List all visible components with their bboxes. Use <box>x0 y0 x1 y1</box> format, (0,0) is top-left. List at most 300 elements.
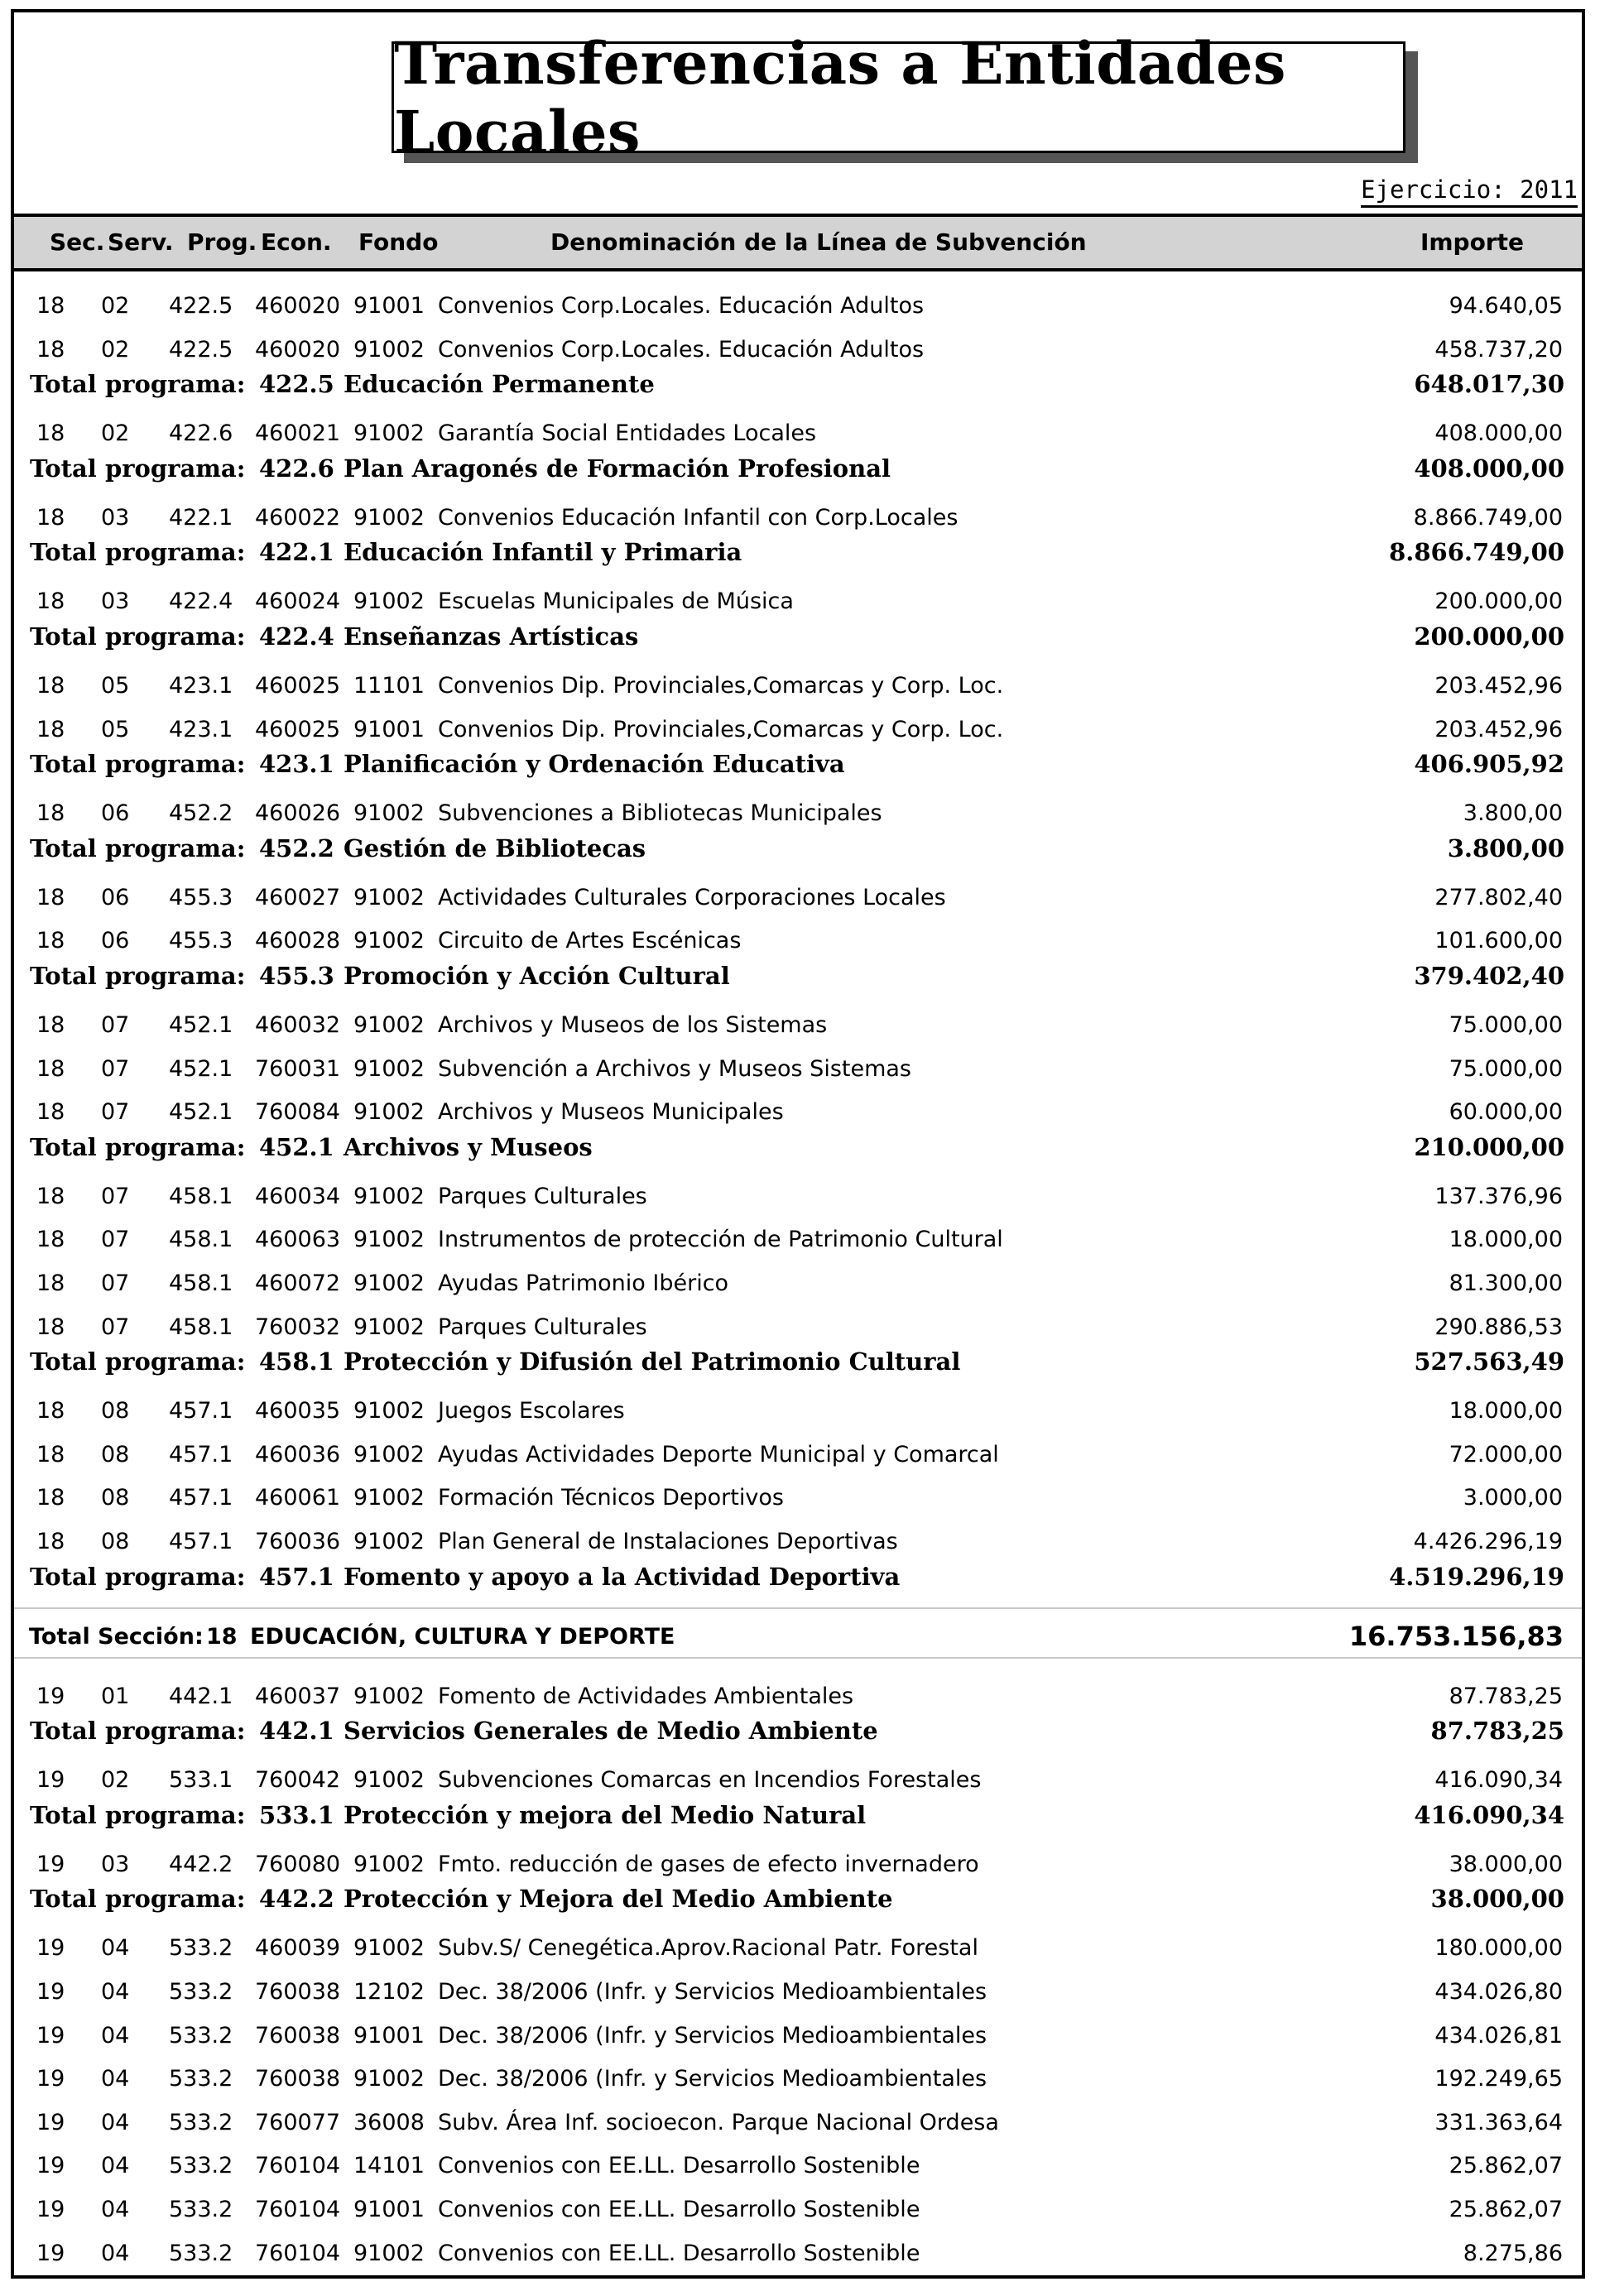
denominacion-cell: Subv.S/ Cenegética.Aprov.Racional Patr. Forestal <box>438 1935 978 1962</box>
prog-cell: 457.1 <box>169 1485 233 1511</box>
programa-label: programa: <box>105 1717 246 1746</box>
importe-cell: 8.275,86 <box>1463 2240 1563 2266</box>
table-row <box>14 2192 1582 2225</box>
program-total-row <box>14 747 1582 781</box>
importe-cell: 75.000,00 <box>1449 1012 1563 1038</box>
serv-cell: 04 <box>101 2022 130 2049</box>
econ-cell: 460022 <box>255 504 341 531</box>
importe-cell: 72.000,00 <box>1449 1441 1563 1467</box>
denominacion-cell: Dec. 38/2006 (Infr. y Servicios Medioambientales <box>438 2022 987 2049</box>
econ-cell: 460032 <box>255 1012 341 1038</box>
prog-cell: 423.1 <box>169 716 233 742</box>
total-label: Total <box>30 370 97 399</box>
econ-cell: 460036 <box>255 1441 341 1467</box>
prog-cell: 452.1 <box>169 1099 233 1126</box>
program-name: Educación Infantil y Primaria <box>344 538 742 567</box>
fondo-cell: 91002 <box>353 588 425 615</box>
total-label: Total <box>30 1347 97 1376</box>
denominacion-cell: Convenios con EE.LL. Desarrollo Sostenible <box>438 2197 920 2222</box>
fondo-cell: 91002 <box>353 1099 425 1126</box>
sec-cell: 18 <box>36 1055 65 1082</box>
serv-cell: 06 <box>101 928 130 954</box>
denominacion-cell: Convenios Corp.Locales. Educación Adultos <box>438 336 925 363</box>
fondo-cell: 91002 <box>353 420 425 447</box>
econ-cell: 760104 <box>255 2197 341 2222</box>
fondo-cell: 91002 <box>353 2240 425 2266</box>
fondo-cell: 91002 <box>353 1441 425 1467</box>
table-row <box>14 584 1582 617</box>
programa-label: programa: <box>105 750 246 779</box>
col-denominacion-header: Denominación de la Línea de Subvención <box>550 228 1087 256</box>
program-code: 423.1 <box>259 750 334 779</box>
econ-cell: 760038 <box>255 2066 341 2092</box>
table-row <box>14 1007 1582 1040</box>
importe-cell: 101.600,00 <box>1434 928 1563 954</box>
program-total-row <box>14 451 1582 486</box>
importe-cell: 203.452,96 <box>1434 716 1563 742</box>
denominacion-cell: Convenios Dip. Provinciales,Comarcas y Corp. Loc. <box>438 673 1004 699</box>
fondo-cell: 91002 <box>353 1012 425 1038</box>
denominacion-cell: Juegos Escolares <box>438 1398 625 1424</box>
prog-cell: 452.1 <box>169 1012 233 1038</box>
program-code: 458.1 <box>259 1347 334 1376</box>
denominacion-cell: Convenios con EE.LL. Desarrollo Sostenible <box>438 2153 920 2179</box>
serv-cell: 05 <box>101 716 130 742</box>
prog-cell: 457.1 <box>169 1441 233 1467</box>
program-name: Gestión de Bibliotecas <box>344 833 646 862</box>
prog-cell: 422.4 <box>169 588 233 615</box>
sec-cell: 19 <box>36 2109 65 2135</box>
program-total-row <box>14 535 1582 569</box>
program-total-row <box>14 1713 1582 1748</box>
serv-cell: 04 <box>101 2066 130 2092</box>
importe-cell: 81.300,00 <box>1449 1270 1563 1296</box>
serv-cell: 06 <box>101 884 130 910</box>
serv-cell: 03 <box>101 1851 130 1877</box>
fondo-cell: 91002 <box>353 2066 425 2092</box>
program-total-row <box>14 1881 1582 1916</box>
importe-cell: 331.363,64 <box>1434 2109 1563 2135</box>
program-code: 457.1 <box>259 1562 334 1591</box>
importe-cell: 18.000,00 <box>1449 1398 1563 1424</box>
total-label: Total <box>30 1132 97 1161</box>
importe-cell: 3.000,00 <box>1463 1485 1563 1511</box>
program-total-amount: 210.000,00 <box>1414 1132 1564 1161</box>
importe-cell: 434.026,81 <box>1434 2022 1563 2049</box>
serv-cell: 04 <box>101 1935 130 1962</box>
denominacion-cell: Escuelas Municipales de Música <box>438 588 794 615</box>
denominacion-cell: Actividades Culturales Corporaciones Locales <box>438 884 946 910</box>
importe-cell: 192.249,65 <box>1434 2066 1563 2092</box>
fondo-cell: 91001 <box>353 2022 425 2049</box>
denominacion-cell: Circuito de Artes Escénicas <box>438 928 742 954</box>
program-total-amount: 648.017,30 <box>1414 370 1564 399</box>
econ-cell: 460028 <box>255 928 341 954</box>
table-row <box>14 1762 1582 1795</box>
table-row <box>14 500 1582 533</box>
prog-cell: 422.5 <box>169 293 233 319</box>
serv-cell: 07 <box>101 1314 130 1340</box>
sec-cell: 18 <box>36 1441 65 1467</box>
serv-cell: 08 <box>101 1441 130 1467</box>
serv-cell: 07 <box>101 1055 130 1082</box>
program-code: 442.1 <box>259 1717 334 1746</box>
fondo-cell: 12102 <box>353 1979 425 2005</box>
sec-cell: 19 <box>36 2066 65 2092</box>
prog-cell: 458.1 <box>169 1183 233 1209</box>
fondo-cell: 91002 <box>353 1055 425 1082</box>
program-name: Servicios Generales de Medio Ambiente <box>344 1717 878 1746</box>
fondo-cell: 91002 <box>353 504 425 531</box>
program-total-amount: 3.800,00 <box>1447 833 1564 862</box>
sec-cell: 18 <box>36 1314 65 1340</box>
serv-cell: 02 <box>101 420 130 447</box>
importe-cell: 3.800,00 <box>1463 800 1563 827</box>
econ-cell: 760077 <box>255 2109 341 2135</box>
fondo-cell: 91002 <box>353 336 425 363</box>
program-name: Plan Aragonés de Formación Profesional <box>344 454 891 483</box>
section-code: 18 <box>206 1623 238 1650</box>
econ-cell: 460027 <box>255 884 341 910</box>
sec-cell: 19 <box>36 1683 65 1709</box>
program-total-amount: 200.000,00 <box>1414 622 1564 651</box>
sec-cell: 18 <box>36 1398 65 1424</box>
program-total-row <box>14 367 1582 401</box>
econ-cell: 760036 <box>255 1529 341 1554</box>
col-fondo-header: Fondo <box>358 228 439 256</box>
serv-cell: 04 <box>101 2240 130 2266</box>
col-serv-header: Serv. <box>108 228 174 256</box>
econ-cell: 460072 <box>255 1270 341 1296</box>
denominacion-cell: Ayudas Patrimonio Ibérico <box>438 1270 729 1296</box>
section-total-label: Total Sección: <box>29 1623 204 1650</box>
serv-cell: 08 <box>101 1529 130 1554</box>
econ-cell: 760038 <box>255 1979 341 2005</box>
serv-cell: 07 <box>101 1099 130 1126</box>
prog-cell: 533.2 <box>169 1979 233 2005</box>
fondo-cell: 91002 <box>353 1935 425 1962</box>
section-total-amount: 16.753.156,83 <box>1348 1620 1564 1652</box>
serv-cell: 04 <box>101 2197 130 2222</box>
serv-cell: 07 <box>101 1270 130 1296</box>
sec-cell: 18 <box>36 336 65 363</box>
fondo-cell: 91002 <box>353 928 425 954</box>
importe-cell: 203.452,96 <box>1434 673 1563 699</box>
programa-label: programa: <box>105 1132 246 1161</box>
table-row <box>14 1222 1582 1255</box>
importe-cell: 25.862,07 <box>1449 2153 1563 2179</box>
program-total-row <box>14 831 1582 866</box>
sec-cell: 18 <box>36 1099 65 1126</box>
econ-cell: 460061 <box>255 1485 341 1511</box>
col-importe-header: Importe <box>1420 228 1524 256</box>
table-row <box>14 1437 1582 1470</box>
table-row <box>14 1393 1582 1426</box>
sec-cell: 18 <box>36 884 65 910</box>
sec-cell: 19 <box>36 1767 65 1794</box>
table-row <box>14 415 1582 449</box>
prog-cell: 458.1 <box>169 1270 233 1296</box>
denominacion-cell: Instrumentos de protección de Patrimonio Cultural <box>438 1227 1003 1253</box>
econ-cell: 460039 <box>255 1935 341 1962</box>
serv-cell: 08 <box>101 1398 130 1424</box>
table-row <box>14 880 1582 913</box>
prog-cell: 442.2 <box>169 1851 233 1877</box>
table-row <box>14 2061 1582 2094</box>
denominacion-cell: Fomento de Actividades Ambientales <box>438 1683 854 1709</box>
section-bottom-line <box>14 1657 1582 1659</box>
table-row <box>14 1051 1582 1084</box>
sec-cell: 18 <box>36 293 65 319</box>
importe-cell: 180.000,00 <box>1434 1935 1563 1962</box>
program-total-amount: 4.519.296,19 <box>1389 1562 1564 1591</box>
title-box <box>392 28 1405 166</box>
denominacion-cell: Subvenciones Comarcas en Incendios Forestales <box>438 1767 982 1794</box>
econ-cell: 460025 <box>255 673 341 699</box>
table-row <box>14 1309 1582 1343</box>
importe-cell: 434.026,80 <box>1434 1979 1563 2005</box>
importe-cell: 4.426.296,19 <box>1413 1529 1563 1554</box>
fondo-cell: 14101 <box>353 2153 425 2179</box>
prog-cell: 452.2 <box>169 800 233 827</box>
importe-cell: 290.886,53 <box>1434 1314 1563 1340</box>
importe-cell: 94.640,05 <box>1449 293 1563 319</box>
table-row <box>14 1974 1582 2007</box>
importe-cell: 8.866.749,00 <box>1413 504 1563 531</box>
sec-cell: 18 <box>36 928 65 954</box>
denominacion-cell: Convenios Dip. Provinciales,Comarcas y Corp. Loc. <box>438 716 1004 742</box>
section-total-row <box>14 1616 1582 1654</box>
serv-cell: 04 <box>101 1979 130 2005</box>
table-row <box>14 1679 1582 1712</box>
program-total-amount: 8.866.749,00 <box>1389 538 1564 567</box>
fondo-cell: 91001 <box>353 716 425 742</box>
total-label: Total <box>30 454 97 483</box>
fondo-cell: 91001 <box>353 293 425 319</box>
sec-cell: 19 <box>36 2022 65 2049</box>
denominacion-cell: Archivos y Museos Municipales <box>438 1099 784 1126</box>
importe-cell: 60.000,00 <box>1449 1099 1563 1126</box>
program-total-amount: 416.090,34 <box>1414 1800 1564 1829</box>
serv-cell: 02 <box>101 336 130 363</box>
econ-cell: 760032 <box>255 1314 341 1340</box>
section-top-line <box>14 1607 1582 1609</box>
program-total-amount: 406.905,92 <box>1414 750 1564 779</box>
sec-cell: 18 <box>36 1012 65 1038</box>
program-code: 455.3 <box>259 962 334 990</box>
table-row <box>14 1179 1582 1212</box>
program-total-row <box>14 1559 1582 1594</box>
serv-cell: 07 <box>101 1227 130 1253</box>
denominacion-cell: Convenios Corp.Locales. Educación Adultos <box>438 293 925 319</box>
program-total-row <box>14 958 1582 993</box>
prog-cell: 533.2 <box>169 2022 233 2049</box>
programa-label: programa: <box>105 1562 246 1591</box>
serv-cell: 05 <box>101 673 130 699</box>
table-row <box>14 332 1582 365</box>
table-row <box>14 2105 1582 2138</box>
prog-cell: 533.2 <box>169 2153 233 2179</box>
program-code: 422.6 <box>259 454 334 483</box>
importe-cell: 408.000,00 <box>1434 420 1563 447</box>
fiscal-year: Ejercicio: 2011 <box>1361 175 1578 208</box>
programa-label: programa: <box>105 622 246 651</box>
serv-cell: 03 <box>101 504 130 531</box>
fondo-cell: 91002 <box>353 1485 425 1511</box>
prog-cell: 458.1 <box>169 1314 233 1340</box>
importe-cell: 458.737,20 <box>1434 336 1563 363</box>
fondo-cell: 91002 <box>353 1227 425 1253</box>
program-total-amount: 408.000,00 <box>1414 454 1564 483</box>
econ-cell: 760038 <box>255 2022 341 2049</box>
fondo-cell: 91001 <box>353 2197 425 2222</box>
fondo-cell: 11101 <box>353 673 425 699</box>
importe-cell: 75.000,00 <box>1449 1055 1563 1082</box>
econ-cell: 460025 <box>255 716 341 742</box>
table-row <box>14 923 1582 956</box>
serv-cell: 04 <box>101 2109 130 2135</box>
fondo-cell: 91002 <box>353 1851 425 1877</box>
program-name: Promoción y Acción Cultural <box>344 962 730 990</box>
program-total-row <box>14 1130 1582 1165</box>
econ-cell: 760080 <box>255 1851 341 1877</box>
econ-cell: 460024 <box>255 588 341 615</box>
program-total-amount: 379.402,40 <box>1414 962 1564 990</box>
programa-label: programa: <box>105 962 246 990</box>
prog-cell: 533.1 <box>169 1767 233 1794</box>
prog-cell: 423.1 <box>169 673 233 699</box>
table-row <box>14 2018 1582 2051</box>
section-name: EDUCACIÓN, CULTURA Y DEPORTE <box>250 1623 675 1650</box>
programa-label: programa: <box>105 454 246 483</box>
programa-label: programa: <box>105 1885 246 1914</box>
denominacion-cell: Parques Culturales <box>438 1314 647 1340</box>
serv-cell: 03 <box>101 588 130 615</box>
total-label: Total <box>30 622 97 651</box>
importe-cell: 87.783,25 <box>1449 1683 1563 1709</box>
table-row <box>14 1524 1582 1557</box>
table-row <box>14 2148 1582 2181</box>
prog-cell: 533.2 <box>169 2240 233 2266</box>
table-row <box>14 795 1582 829</box>
sec-cell: 18 <box>36 800 65 827</box>
econ-cell: 460034 <box>255 1183 341 1209</box>
prog-cell: 422.5 <box>169 336 233 363</box>
fondo-cell: 91002 <box>353 1270 425 1296</box>
program-total-row <box>14 619 1582 654</box>
total-label: Total <box>30 750 97 779</box>
sec-cell: 19 <box>36 1979 65 2005</box>
sec-cell: 19 <box>36 2240 65 2266</box>
prog-cell: 455.3 <box>169 928 233 954</box>
program-name: Protección y Mejora del Medio Ambiente <box>344 1885 893 1914</box>
fondo-cell: 36008 <box>353 2109 425 2135</box>
sec-cell: 18 <box>36 1529 65 1554</box>
programa-label: programa: <box>105 538 246 567</box>
sec-cell: 18 <box>36 1227 65 1253</box>
fondo-cell: 91002 <box>353 1767 425 1794</box>
fondo-cell: 91002 <box>353 1314 425 1340</box>
table-row <box>14 288 1582 321</box>
denominacion-cell: Subvención a Archivos y Museos Sistemas <box>438 1055 911 1082</box>
prog-cell: 422.6 <box>169 420 233 447</box>
prog-cell: 533.2 <box>169 2109 233 2135</box>
program-total-amount: 527.563,49 <box>1414 1347 1564 1376</box>
prog-cell: 442.1 <box>169 1683 233 1709</box>
denominacion-cell: Ayudas Actividades Deporte Municipal y Comarcal <box>438 1441 999 1467</box>
program-total-row <box>14 1798 1582 1832</box>
program-code: 452.1 <box>259 1132 334 1161</box>
econ-cell: 760104 <box>255 2153 341 2179</box>
table-row <box>14 1480 1582 1513</box>
col-prog-header: Prog. <box>187 228 257 256</box>
serv-cell: 02 <box>101 293 130 319</box>
importe-cell: 38.000,00 <box>1449 1851 1563 1877</box>
total-label: Total <box>30 962 97 990</box>
program-name: Enseñanzas Artísticas <box>344 622 639 651</box>
sec-cell: 19 <box>36 1935 65 1962</box>
programa-label: programa: <box>105 1347 246 1376</box>
denominacion-cell: Subvenciones a Bibliotecas Municipales <box>438 800 882 827</box>
sec-cell: 19 <box>36 2153 65 2179</box>
importe-cell: 25.862,07 <box>1449 2197 1563 2222</box>
serv-cell: 04 <box>101 2153 130 2179</box>
prog-cell: 533.2 <box>169 2197 233 2222</box>
program-name: Planificación y Ordenación Educativa <box>344 750 845 779</box>
program-code: 533.1 <box>259 1800 334 1829</box>
program-total-row <box>14 1344 1582 1379</box>
serv-cell: 07 <box>101 1012 130 1038</box>
fondo-cell: 91002 <box>353 800 425 827</box>
importe-cell: 18.000,00 <box>1449 1227 1563 1253</box>
econ-cell: 460037 <box>255 1683 341 1709</box>
program-code: 442.2 <box>259 1885 334 1914</box>
prog-cell: 458.1 <box>169 1227 233 1253</box>
serv-cell: 08 <box>101 1485 130 1511</box>
table-row <box>14 668 1582 701</box>
sec-cell: 19 <box>36 1851 65 1877</box>
table-row <box>14 1094 1582 1127</box>
econ-cell: 460020 <box>255 293 341 319</box>
table-row <box>14 712 1582 745</box>
sec-cell: 18 <box>36 716 65 742</box>
sec-cell: 18 <box>36 420 65 447</box>
fondo-cell: 91002 <box>353 1398 425 1424</box>
denominacion-cell: Archivos y Museos de los Sistemas <box>438 1012 828 1038</box>
col-econ-header: Econ. <box>261 228 332 256</box>
program-name: Protección y Difusión del Patrimonio Cultural <box>344 1347 961 1376</box>
econ-cell: 760084 <box>255 1099 341 1126</box>
denominacion-cell: Parques Culturales <box>438 1183 647 1209</box>
sec-cell: 18 <box>36 504 65 531</box>
econ-cell: 460020 <box>255 336 341 363</box>
econ-cell: 460035 <box>255 1398 341 1424</box>
denominacion-cell: Dec. 38/2006 (Infr. y Servicios Medioambientales <box>438 2066 987 2092</box>
prog-cell: 457.1 <box>169 1398 233 1424</box>
sec-cell: 18 <box>36 1485 65 1511</box>
table-row <box>14 2236 1582 2269</box>
denominacion-cell: Plan General de Instalaciones Deportivas <box>438 1529 898 1554</box>
fondo-cell: 91002 <box>353 1529 425 1554</box>
program-name: Educación Permanente <box>344 370 655 399</box>
total-label: Total <box>30 1717 97 1746</box>
program-code: 452.2 <box>259 833 334 862</box>
sec-cell: 18 <box>36 588 65 615</box>
programa-label: programa: <box>105 370 246 399</box>
econ-cell: 460021 <box>255 420 341 447</box>
prog-cell: 452.1 <box>169 1055 233 1082</box>
fondo-cell: 91002 <box>353 1183 425 1209</box>
